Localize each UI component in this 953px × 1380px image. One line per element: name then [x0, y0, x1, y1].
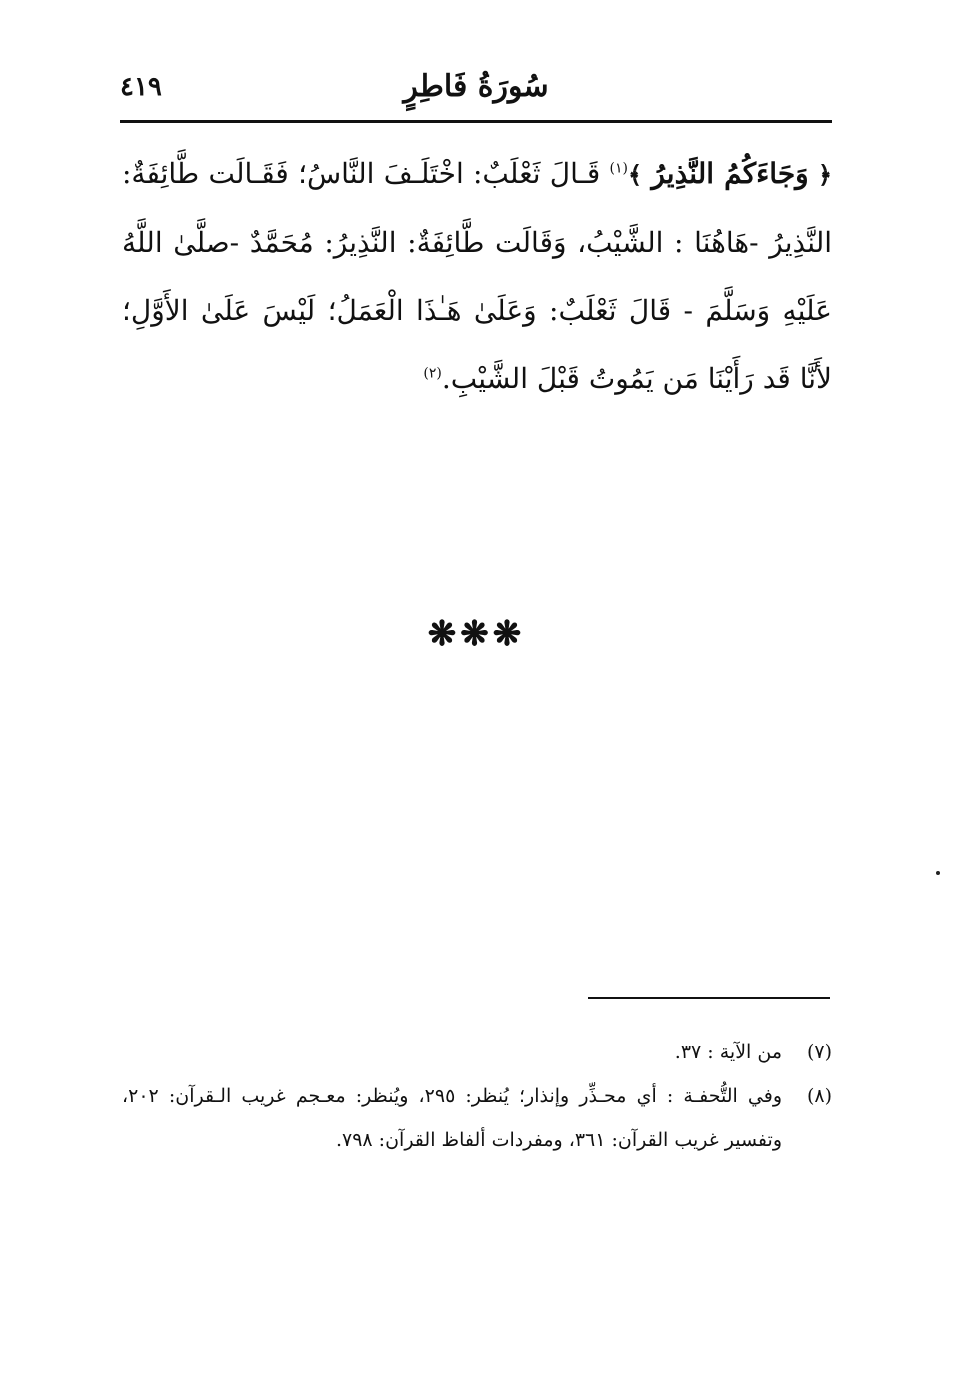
page-header — [120, 62, 832, 118]
footnote-text: من الآية : ٣٧. — [674, 1041, 782, 1063]
footnote-number: (٨) — [806, 1085, 832, 1107]
footnote-ref-1: (١) — [609, 160, 628, 177]
footnotes — [122, 1030, 832, 1162]
page-number: ٤١٩ — [120, 72, 162, 102]
quran-close-bracket: ﴾ — [627, 160, 643, 189]
header-divider — [120, 120, 832, 123]
footnote — [122, 1030, 832, 1074]
section-separator: ❋❋❋ — [427, 614, 526, 654]
paragraph-text: قَـالَ ثَعْلَبٌ: اخْتَلَـفَ النَّاسُ؛ فَقَـالَت طَّائِفَةٌ: النَّذِيرُ -هَاهُنَا : الشَّيْبُ، وَقَالَت طَّائِفَةٌ: النَّذِيرُ: مُحَمَّدٌ -صلَّىٰ اللَّهُ عَلَيْهِ وَسَلَّمَ - قَالَ ثَعْلَبٌ: وَعَلَىٰ هَـٰذَا الْعَمَلُ؛ لَيْسَ عَلَىٰ الأَوَّلِ؛ لأَنَّا قَد رَأَيْنَا مَن يَمُوتُ قَبْلَ الشَّيْبِ. — [122, 157, 832, 395]
print-speck — [936, 871, 940, 875]
quran-phrase: وَجَاءَكُمُ النَّذِيرُ — [651, 157, 809, 190]
footnote-number: (٧) — [806, 1041, 832, 1063]
footnote — [122, 1074, 832, 1162]
quran-open-bracket: ﴿ — [817, 160, 832, 189]
main-paragraph — [122, 140, 832, 413]
footnote-text: وفي التُّحفـة : أي محـذِّر وإنذار؛ يُنظر: ٢٩٥، ويُنظر: معـجم غريب الـقرآن: ٢٠٢، وتفسير غريب القرآن: ٣٦١، ومفردات ألفاظ القرآن: ٧٩٨. — [122, 1085, 782, 1151]
footnote-divider — [588, 997, 830, 999]
surah-title: سُورَةُ فَاطِرٍ — [403, 69, 549, 104]
footnote-ref-2: (٢) — [423, 365, 442, 382]
